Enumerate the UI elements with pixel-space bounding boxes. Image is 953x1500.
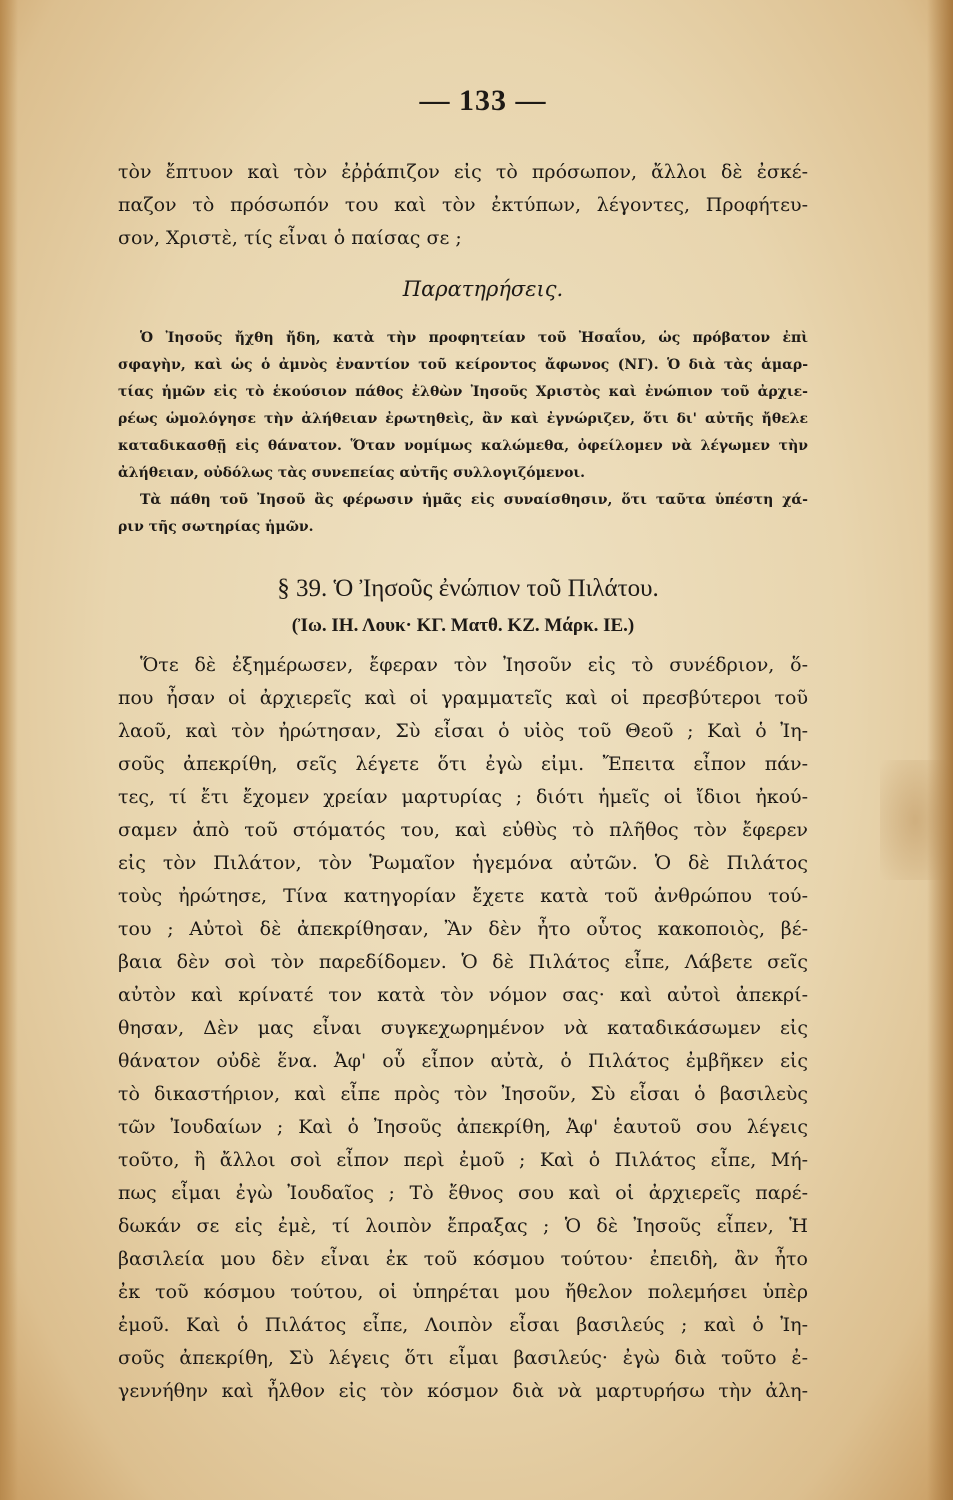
- text-line: βασιλεία μου δὲν εἶναι ἐκ τοῦ κόσμου τούτου· ἐπειδὴ, ἂν ἦτο: [118, 1248, 808, 1270]
- remark-line: ρέως ὡμολόγησε τὴν ἀλήθειαν ἐρωτηθεὶς, ἂν καὶ ἐγνώριζεν, ὅτι δι' αὐτῆς ἤθελε: [118, 411, 808, 427]
- text-line: ἐκ τοῦ κόσμου τούτου, οἱ ὑπηρέται μου ἤθελον πολεμήσει ὑπὲρ: [118, 1281, 808, 1303]
- text-line: ἐμοῦ. Καὶ ὁ Πιλάτος εἶπε, Λοιπὸν εἶσαι βασιλεύς ; καὶ ὁ Ἰη-: [118, 1314, 808, 1336]
- section-title: § 39. Ὁ Ἰησοῦς ἐνώπιον τοῦ Πιλάτου.: [277, 575, 659, 602]
- remark-line: ριν τῆς σωτηρίας ἡμῶν.: [118, 519, 314, 535]
- text-line: τὸν ἔπτυον καὶ τὸν ἐῤῥάπιζον εἰς τὸ πρόσωπον, ἄλλοι δὲ ἐσκέ-: [118, 161, 808, 183]
- text-line: θάνατον οὐδὲ ἕνα. Ἀφ' οὗ εἶπον αὐτὰ, ὁ Πιλάτος ἐμβῆκεν εἰς: [118, 1050, 808, 1072]
- text-line: του ; Αὐτοὶ δὲ ἀπεκρίθησαν, Ἂν δὲν ἦτο οὗτος κακοποιὸς, βέ-: [118, 918, 808, 940]
- text-line: παζον τὸ πρόσωπόν του καὶ τὸν ἐκτύπων, λέγοντες, Προφήτευ-: [118, 194, 808, 216]
- paper-stain: [880, 760, 950, 880]
- scripture-references: (Ἰω. ΙΗ. Λουκ· ΚΓ. Ματθ. ΚΖ. Μάρκ. ΙΕ.): [291, 615, 635, 636]
- text-line: τὸ δικαστήριον, καὶ εἶπε πρὸς τὸν Ἰησοῦν, Σὺ εἶσαι ὁ βασιλεὺς: [118, 1083, 808, 1105]
- remark-line: σφαγὴν, καὶ ὡς ὁ ἀμνὸς ἐναντίον τοῦ κείροντος ἄφωνος (ΝΓ). Ὁ διὰ τὰς ἁμαρ-: [118, 357, 808, 373]
- text-line: πως εἶμαι ἐγὼ Ἰουδαῖος ; Τὸ ἔθνος σου καὶ οἱ ἀρχιερεῖς παρέ-: [118, 1182, 808, 1204]
- remark-line: ἀλήθειαν, οὐδόλως τὰς συνεπείας αὐτῆς συλλογιζόμενοι.: [118, 465, 586, 481]
- page-number: — 133 —: [419, 84, 547, 117]
- remarks-paragraph: [118, 325, 808, 541]
- text-line: αὐτὸν καὶ κρίνατέ τον κατὰ τὸν νόμον σας· καὶ αὐτοὶ ἀπεκρί-: [118, 984, 808, 1006]
- body-paragraph: [118, 649, 808, 1408]
- page-edge-left: [0, 0, 18, 1500]
- opening-paragraph: [118, 156, 808, 255]
- remark-line: Τὰ πάθη τοῦ Ἰησοῦ ἂς φέρωσιν ἡμᾶς εἰς συναίσθησιν, ὅτι ταῦτα ὑπέστη χά-: [140, 492, 808, 508]
- text-line: βαια δὲν σοὶ τὸν παρεδίδομεν. Ὁ δὲ Πιλάτος εἶπε, Λάβετε σεῖς: [118, 951, 808, 973]
- text-line: τοὺς ἠρώτησε, Τίνα κατηγορίαν ἔχετε κατὰ τοῦ ἀνθρώπου τού-: [118, 885, 808, 907]
- text-line: Ὅτε δὲ ἐξημέρωσεν, ἔφεραν τὸν Ἰησοῦν εἰς τὸ συνέδριον, ὅ-: [140, 654, 808, 676]
- page-edge-right: [927, 0, 953, 1500]
- text-line: δωκάν σε εἰς ἐμὲ, τί λοιπὸν ἔπραξας ; Ὁ δὲ Ἰησοῦς εἶπεν, Ἡ: [118, 1215, 808, 1237]
- text-line: εἰς τὸν Πιλάτον, τὸν Ῥωμαῖον ἡγεμόνα αὐτῶν. Ὁ δὲ Πιλάτος: [118, 852, 808, 874]
- text-line: σοῦς ἀπεκρίθη, σεῖς λέγετε ὅτι ἐγὼ εἰμι. Ἔπειτα εἶπον πάν-: [118, 753, 808, 775]
- text-line: λαοῦ, καὶ τὸν ἠρώτησαν, Σὺ εἶσαι ὁ υἱὸς τοῦ Θεοῦ ; Καὶ ὁ Ἰη-: [118, 720, 808, 742]
- page-content: [118, 78, 808, 1408]
- text-line: τες, τί ἔτι ἔχομεν χρείαν μαρτυρίας ; διότι ἡμεῖς οἱ ἴδιοι ἠκού-: [118, 786, 808, 808]
- remark-line: Ὁ Ἰησοῦς ἤχθη ἤδη, κατὰ τὴν προφητείαν τοῦ Ἠσαΐου, ὡς πρόβατον ἐπὶ: [140, 330, 808, 346]
- text-line: τοῦτο, ἢ ἄλλοι σοὶ εἶπον περὶ ἐμοῦ ; Καὶ ὁ Πιλάτος εἶπε, Μή-: [118, 1149, 808, 1171]
- text-line: γεννήθην καὶ ἦλθον εἰς τὸν κόσμον διὰ νὰ μαρτυρήσω τὴν ἀλη-: [118, 1380, 808, 1402]
- remark-line: καταδικασθῇ εἰς θάνατον. Ὅταν νομίμως καλώμεθα, ὀφείλομεν νὰ λέγωμεν τὴν: [118, 438, 808, 454]
- remarks-heading: Παρατηρήσεις.: [402, 277, 564, 301]
- remark-line: τίας ἡμῶν εἰς τὸ ἑκούσιον πάθος ἐλθὼν Ἰησοῦς Χριστὸς καὶ ἐνώπιον τοῦ ἀρχιε-: [118, 384, 808, 400]
- text-line: σαμεν ἀπὸ τοῦ στόματός του, καὶ εὐθὺς τὸ πλῆθος τὸν ἔφερεν: [118, 819, 808, 841]
- text-line: σοῦς ἀπεκρίθη, Σὺ λέγεις ὅτι εἶμαι βασιλεύς· ἐγὼ διὰ τοῦτο ἐ-: [118, 1347, 808, 1369]
- text-line: τῶν Ἰουδαίων ; Καὶ ὁ Ἰησοῦς ἀπεκρίθη, Ἀφ' ἑαυτοῦ σου λέγεις: [118, 1116, 808, 1138]
- text-line: που ἦσαν οἱ ἀρχιερεῖς καὶ οἱ γραμματεῖς καὶ οἱ πρεσβύτεροι τοῦ: [118, 687, 808, 709]
- text-line: θησαν, Δὲν μας εἶναι συγκεχωρημένον νὰ καταδικάσωμεν εἰς: [118, 1017, 808, 1039]
- text-line: σον, Χριστὲ, τίς εἶναι ὁ παίσας σε ;: [118, 227, 462, 249]
